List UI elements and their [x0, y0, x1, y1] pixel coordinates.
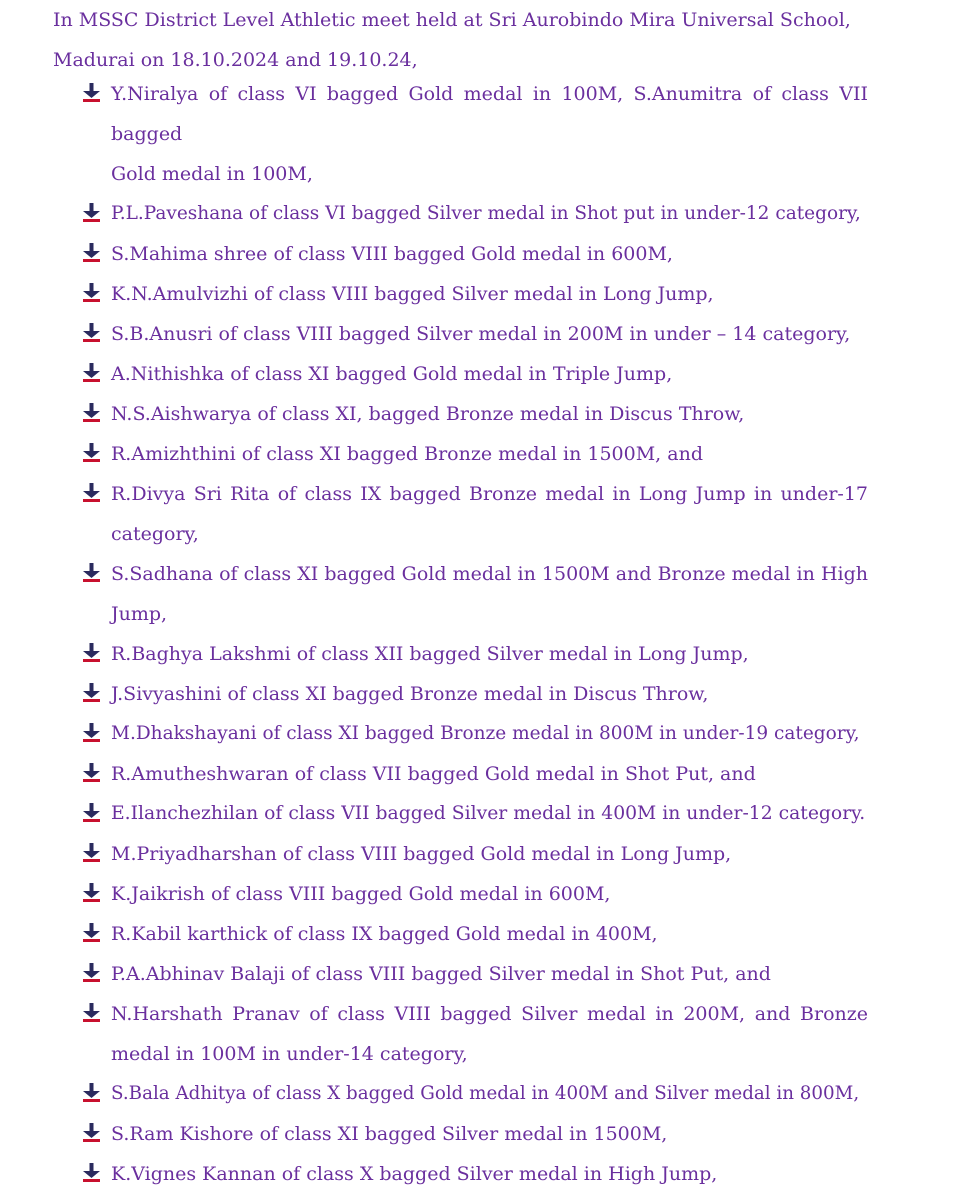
- intro-line: Madurai on 18.10.2024 and 19.10.24,: [53, 49, 418, 71]
- down-arrow-bullet-icon: [82, 1083, 101, 1103]
- list-item: [82, 954, 868, 994]
- down-arrow-bullet-icon: [82, 403, 101, 423]
- list-item: [82, 634, 868, 674]
- down-arrow-bullet-icon: [82, 323, 101, 343]
- down-arrow-bullet-icon: [82, 1003, 101, 1023]
- list-item-text: K.Vignes Kannan of class X bagged Silver medal in High Jump,: [111, 1163, 718, 1185]
- list-item: [82, 74, 868, 194]
- list-item-text: S.B.Anusri of class VIII bagged Silver medal in 200M in under – 14 category,: [111, 323, 851, 345]
- list-item: [82, 194, 868, 234]
- list-item-text: E.Ilanchezhilan of class VII bagged Silver medal in 400M in under-12 category.: [111, 803, 866, 824]
- list-item-text: S.Sadhana of class XI bagged Gold medal in 1500M and Bronze medal in High: [111, 563, 868, 585]
- list-item: [82, 314, 868, 354]
- list-item: [82, 554, 868, 634]
- down-arrow-bullet-icon: [82, 963, 101, 983]
- list-item: [82, 914, 868, 954]
- down-arrow-bullet-icon: [82, 883, 101, 903]
- down-arrow-bullet-icon: [82, 923, 101, 943]
- down-arrow-bullet-icon: [82, 1123, 101, 1143]
- down-arrow-bullet-icon: [82, 683, 101, 703]
- list-item-text: M.Priyadharshan of class VIII bagged Gold medal in Long Jump,: [111, 843, 732, 865]
- list-item-text: K.Jaikrish of class VIII bagged Gold medal in 600M,: [111, 883, 611, 905]
- down-arrow-bullet-icon: [82, 83, 101, 103]
- list-item-text: R.Kabil karthick of class IX bagged Gold medal in 400M,: [111, 923, 658, 945]
- down-arrow-bullet-icon: [82, 243, 101, 263]
- list-item: [82, 794, 868, 834]
- list-item-text: J.Sivyashini of class XI bagged Bronze medal in Discus Throw,: [111, 683, 709, 705]
- down-arrow-bullet-icon: [82, 563, 101, 583]
- list-item-text: Y.Niralya of class VI bagged Gold medal in 100M, S.Anumitra of class VII bagged: [111, 83, 868, 145]
- list-item-text: category,: [111, 523, 199, 545]
- down-arrow-bullet-icon: [82, 643, 101, 663]
- list-item-text: A.Nithishka of class XI bagged Gold medal in Triple Jump,: [111, 363, 673, 385]
- down-arrow-bullet-icon: [82, 363, 101, 383]
- list-item: [82, 834, 868, 874]
- list-item-text: medal in 100M in under-14 category,: [111, 1043, 468, 1065]
- list-item-text: M.Dhakshayani of class XI bagged Bronze medal in 800M in under-19 category,: [111, 723, 860, 744]
- list-item-text: R.Amutheshwaran of class VII bagged Gold medal in Shot Put, and: [111, 763, 756, 785]
- down-arrow-bullet-icon: [82, 443, 101, 463]
- list-item-text: R.Baghya Lakshmi of class XII bagged Silver medal in Long Jump,: [111, 643, 749, 665]
- list-item: [82, 674, 868, 714]
- list-item: [82, 754, 868, 794]
- list-item-text: P.A.Abhinav Balaji of class VIII bagged Silver medal in Shot Put, and: [111, 963, 771, 985]
- list-item: [82, 714, 868, 754]
- list-item-text: P.L.Paveshana of class VI bagged Silver medal in Shot put in under-12 category,: [111, 203, 861, 224]
- list-item-text: K.N.Amulvizhi of class VIII bagged Silver medal in Long Jump,: [111, 283, 714, 305]
- achievement-list: [82, 74, 868, 1194]
- list-item-text: S.Bala Adhitya of class X bagged Gold medal in 400M and Silver medal in 800M,: [111, 1083, 860, 1104]
- down-arrow-bullet-icon: [82, 203, 101, 223]
- down-arrow-bullet-icon: [82, 723, 101, 743]
- intro-paragraph: [53, 0, 868, 80]
- down-arrow-bullet-icon: [82, 763, 101, 783]
- list-item-text: N.Harshath Pranav of class VIII bagged Silver medal in 200M, and Bronze: [111, 1003, 868, 1025]
- down-arrow-bullet-icon: [82, 283, 101, 303]
- list-item: [82, 474, 868, 554]
- list-item-text: R.Divya Sri Rita of class IX bagged Bronze medal in Long Jump in under-17: [111, 483, 868, 505]
- down-arrow-bullet-icon: [82, 483, 101, 503]
- list-item: [82, 354, 868, 394]
- list-item: [82, 874, 868, 914]
- list-item: [82, 434, 868, 474]
- list-item-text: Gold medal in 100M,: [111, 163, 313, 185]
- down-arrow-bullet-icon: [82, 1163, 101, 1183]
- list-item: [82, 994, 868, 1074]
- list-item: [82, 1074, 868, 1114]
- list-item-text: S.Mahima shree of class VIII bagged Gold medal in 600M,: [111, 243, 673, 265]
- list-item: [82, 1154, 868, 1194]
- down-arrow-bullet-icon: [82, 843, 101, 863]
- list-item: [82, 234, 868, 274]
- list-item-text: S.Ram Kishore of class XI bagged Silver medal in 1500M,: [111, 1123, 668, 1145]
- list-item: [82, 274, 868, 314]
- list-item: [82, 1114, 868, 1154]
- intro-line: In MSSC District Level Athletic meet held at Sri Aurobindo Mira Universal School,: [53, 9, 851, 31]
- down-arrow-bullet-icon: [82, 803, 101, 823]
- list-item-text: R.Amizhthini of class XI bagged Bronze medal in 1500M, and: [111, 443, 703, 465]
- list-item-text: N.S.Aishwarya of class XI, bagged Bronze medal in Discus Throw,: [111, 403, 745, 425]
- list-item-text: Jump,: [111, 603, 168, 625]
- list-item: [82, 394, 868, 434]
